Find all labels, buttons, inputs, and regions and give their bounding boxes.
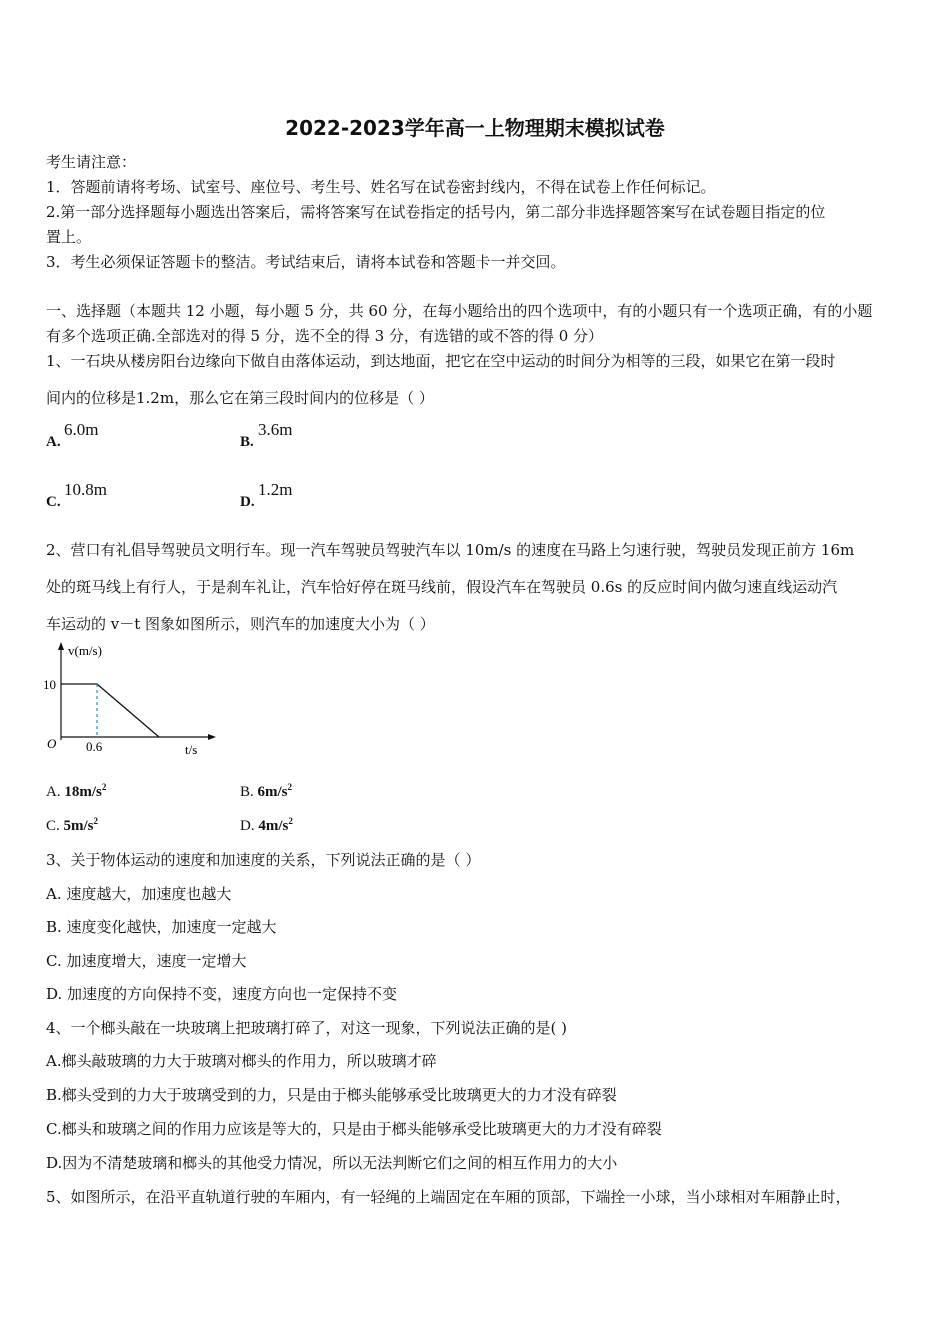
q2-vt-graph — [40, 640, 220, 765]
option-letter: B. — [240, 784, 254, 800]
notice-item-1: 1．答题前请将考场、试室号、座位号、考生号、姓名写在试卷密封线内，不得在试卷上作任何标记。 — [46, 178, 716, 196]
notice-item-3: 3．考生必须保证答题卡的整洁。考试结束后，请将本试卷和答题卡一并交回。 — [46, 253, 566, 271]
y-tick-label: 10 — [43, 677, 56, 692]
option-value: 5m/s — [63, 818, 94, 834]
page-title: 2022-2023学年高一上物理期末模拟试卷 — [285, 116, 665, 140]
section-heading-cont: 有多个选项正确.全部选对的得 5 分，选不全的得 3 分，有选错的或不答的得 0 分） — [46, 327, 604, 345]
q1-options-row1 — [46, 420, 908, 460]
option-letter: C. — [46, 818, 60, 834]
option-letter: A. — [46, 434, 61, 450]
q4-option-b[interactable]: B.榔头受到的力大于玻璃受到的力，只是由于榔头能够承受比玻璃更大的力才没有碎裂 — [46, 1086, 617, 1104]
notice-item-2: 2.第一部分选择题每小题选出答案后，需将答案写在试卷指定的括号内，第二部分非选择题答案写在试卷题目指定的位 — [46, 203, 826, 221]
q3-option-a[interactable]: A. 速度越大，加速度也越大 — [46, 885, 232, 903]
q1-stem-line2: 间内的位移是1.2m，那么它在第三段时间内的位移是（ ） — [46, 389, 434, 407]
option-value: 1.2m — [258, 480, 293, 499]
q3-option-c[interactable]: C. 加速度增大，速度一定增大 — [46, 952, 247, 970]
option-value: 18m/s — [64, 784, 102, 800]
option-exponent: 2 — [287, 782, 293, 792]
q5-stem: 5、如图所示，在沿平直轨道行驶的车厢内，有一轻绳的上端固定在车厢的顶部，下端拴一小球，当小球相对车厢静止时， — [46, 1188, 851, 1206]
option-letter: B. — [240, 434, 254, 450]
q3-option-d[interactable]: D. 加速度的方向保持不变，速度方向也一定保持不变 — [46, 985, 398, 1003]
option-letter: D. — [240, 818, 255, 834]
x-axis-arrow — [208, 734, 216, 740]
q2-stem-line3: 车运动的 v－t 图象如图所示，则汽车的加速度大小为（ ） — [46, 615, 435, 633]
q4-option-a[interactable]: A.榔头敲玻璃的力大于玻璃对榔头的作用力，所以玻璃才碎 — [46, 1052, 437, 1070]
x-axis-label: t/s — [185, 742, 198, 757]
y-axis-arrow — [58, 642, 64, 650]
q3-option-b[interactable]: B. 速度变化越快，加速度一定越大 — [46, 918, 277, 936]
q2-stem-line1: 2、营口有礼倡导驾驶员文明行车。现一汽车驾驶员驾驶汽车以 10m/s 的速度在马路上匀速行驶，驾驶员发现正前方 16m — [46, 541, 855, 559]
q2-option-c[interactable] — [46, 816, 98, 835]
option-value: 6m/s — [257, 784, 288, 800]
notice-item-2-cont: 置上。 — [46, 228, 92, 246]
q2-option-b[interactable] — [240, 782, 292, 801]
y-axis-label: v(m/s) — [68, 643, 102, 658]
option-letter: A. — [46, 784, 61, 800]
velocity-line — [61, 684, 159, 737]
option-exponent: 2 — [101, 782, 107, 792]
q2-option-a[interactable] — [46, 782, 106, 801]
q1-stem-line1: 1、一石块从楼房阳台边缘向下做自由落体运动，到达地面，把它在空中运动的时间分为相等的三段，如果它在第一段时 — [46, 352, 836, 370]
origin-label: O — [47, 736, 57, 751]
q4-option-d[interactable]: D.因为不清楚玻璃和榔头的其他受力情况，所以无法判断它们之间的相互作用力的大小 — [46, 1154, 618, 1172]
option-value: 3.6m — [258, 420, 293, 439]
q4-stem: 4、一个榔头敲在一块玻璃上把玻璃打碎了，对这一现象，下列说法正确的是( ) — [46, 1019, 568, 1037]
q2-option-d[interactable] — [240, 816, 293, 835]
option-value: 6.0m — [64, 420, 99, 439]
option-value: 10.8m — [64, 480, 107, 499]
option-exponent: 2 — [288, 816, 293, 826]
q3-stem: 3、关于物体运动的速度和加速度的关系，下列说法正确的是（ ） — [46, 851, 481, 869]
q4-option-c[interactable]: C.榔头和玻璃之间的作用力应该是等大的，只是由于榔头能够承受比玻璃更大的力才没有碎裂 — [46, 1120, 662, 1138]
section-heading: 一、选择题（本题共 12 小题，每小题 5 分，共 60 分，在每小题给出的四个选项中，有的小题只有一个选项正确，有的小题 — [46, 302, 873, 320]
option-letter: D. — [240, 494, 255, 510]
option-exponent: 2 — [93, 816, 99, 826]
x-tick-label: 0.6 — [86, 739, 103, 754]
q2-stem-line2: 处的斑马线上有行人，于是刹车礼让，汽车恰好停在斑马线前，假设汽车在驾驶员 0.6s 的反应时间内做匀速直线运动汽 — [46, 578, 838, 596]
option-value: 4m/s — [258, 818, 289, 834]
option-letter: C. — [46, 494, 61, 510]
q1-options-row2 — [46, 480, 908, 520]
notice-heading: 考生请注意： — [46, 153, 137, 171]
